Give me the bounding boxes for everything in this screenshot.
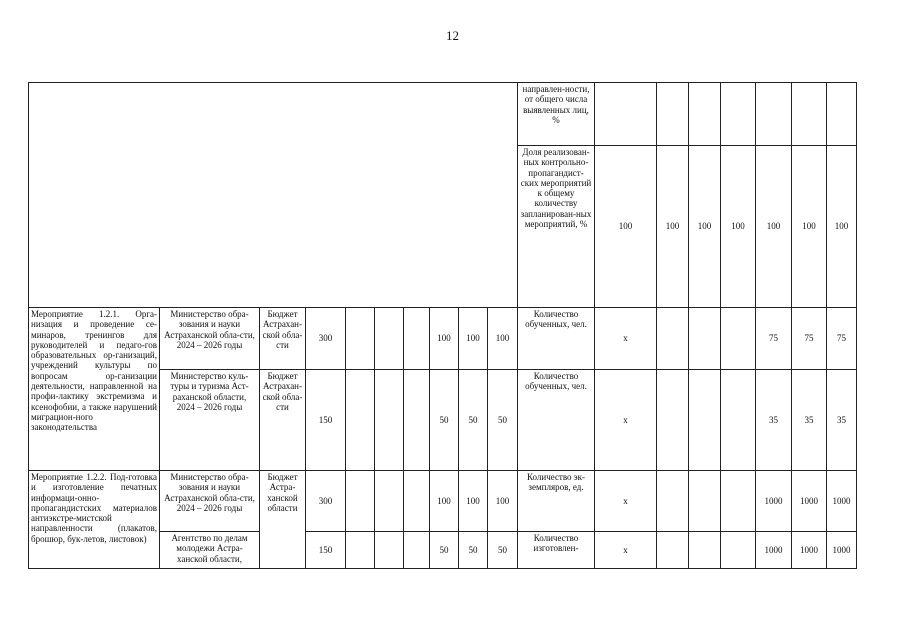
target-cell bbox=[689, 532, 721, 569]
funding-year-cell: 50 bbox=[488, 370, 518, 471]
target-cell: 35 bbox=[827, 370, 857, 471]
blank-cell bbox=[29, 83, 518, 308]
executor-period: 2024 – 2026 годы bbox=[176, 339, 243, 350]
funding-year-cell bbox=[404, 370, 430, 471]
target-cell: 100 bbox=[792, 146, 827, 308]
indicator-cell: Количество обученных, чел. bbox=[518, 308, 595, 370]
target-cell: 1000 bbox=[792, 532, 827, 569]
target-cell: 100 bbox=[657, 146, 689, 308]
base-value-cell: 100 bbox=[595, 146, 657, 308]
executor-period: 2024 – 2026 годы bbox=[176, 401, 243, 412]
base-value-cell: x bbox=[595, 308, 657, 370]
funding-year-cell bbox=[346, 308, 375, 370]
funding-year-cell: 100 bbox=[488, 471, 518, 532]
target-cell bbox=[792, 83, 827, 146]
target-cell bbox=[657, 471, 689, 532]
funding-source-cell: Бюджет Астрахан-ской обла-сти bbox=[260, 308, 306, 370]
executor-cell: Агентство по делам молодежи Астра-ханской области, bbox=[160, 532, 260, 569]
funding-year-cell bbox=[346, 532, 375, 569]
target-cell: 1000 bbox=[756, 471, 792, 532]
base-value-cell: x bbox=[595, 370, 657, 471]
funding-year-cell bbox=[404, 471, 430, 532]
funding-year-cell: 50 bbox=[430, 370, 459, 471]
funding-year-cell: 100 bbox=[430, 471, 459, 532]
funding-source-cell: Бюджет Астрахан-ской обла-сти bbox=[260, 370, 306, 471]
activity-title-cell: Мероприятие 1.2.2. Под-готовка и изготовление печатных информаци-онно-пропагандистских материалов антиэкстре-мистской направленности (плакатов, брошюр, бук-летов, листовок) bbox=[29, 471, 160, 569]
funding-year-cell bbox=[375, 532, 404, 569]
funding-year-cell bbox=[404, 308, 430, 370]
activity-1-row-1 bbox=[29, 308, 857, 370]
header-row-1 bbox=[29, 83, 857, 146]
target-cell bbox=[657, 83, 689, 146]
target-cell: 1000 bbox=[756, 532, 792, 569]
target-cell bbox=[689, 471, 721, 532]
base-value-cell: x bbox=[595, 532, 657, 569]
funding-year-cell: 100 bbox=[430, 308, 459, 370]
funding-year-cell: 50 bbox=[459, 532, 488, 569]
funding-year-cell: 50 bbox=[459, 370, 488, 471]
target-cell bbox=[756, 83, 792, 146]
target-cell: 75 bbox=[827, 308, 857, 370]
indicator-cell: Количество обученных, чел. bbox=[518, 370, 595, 471]
target-cell bbox=[689, 308, 721, 370]
funding-year-cell bbox=[404, 532, 430, 569]
target-cell: 35 bbox=[792, 370, 827, 471]
executor-period: 2024 – 2026 годы bbox=[176, 502, 243, 513]
executor-cell bbox=[160, 471, 260, 532]
indicator-cell: Количество изготовлен- bbox=[518, 532, 595, 569]
base-value-cell: x bbox=[595, 471, 657, 532]
target-cell: 100 bbox=[721, 146, 756, 308]
executor-name: Министерство обра-зования и науки Астраханской обла-сти, bbox=[164, 309, 255, 340]
target-cell: 100 bbox=[689, 146, 721, 308]
funding-total-cell: 150 bbox=[306, 370, 346, 471]
executor-name: Министерство куль-туры и туризма Аст-раханской области, bbox=[170, 371, 249, 402]
target-cell bbox=[827, 83, 857, 146]
base-value-cell bbox=[595, 83, 657, 146]
funding-total-cell: 150 bbox=[306, 532, 346, 569]
target-cell: 75 bbox=[756, 308, 792, 370]
indicator-cell: Количество эк-земпляров, ед. bbox=[518, 471, 595, 532]
target-cell: 1000 bbox=[827, 471, 857, 532]
target-cell: 75 bbox=[792, 308, 827, 370]
target-cell bbox=[721, 83, 756, 146]
funding-year-cell: 100 bbox=[488, 308, 518, 370]
target-cell bbox=[689, 83, 721, 146]
funding-year-cell: 100 bbox=[459, 471, 488, 532]
indicator-cell: Доля реализован-ных контрольно-пропагандист-ских мероприятий к общему количеству запланирован-ных мероприятий, % bbox=[518, 146, 595, 308]
funding-year-cell: 50 bbox=[430, 532, 459, 569]
funding-year-cell bbox=[375, 471, 404, 532]
funding-year-cell bbox=[375, 308, 404, 370]
activity-2-row-1 bbox=[29, 471, 857, 532]
executor-cell bbox=[160, 308, 260, 370]
funding-year-cell bbox=[375, 370, 404, 471]
executor-name: Министерство обра-зования и науки Астраханской обла-сти, bbox=[164, 472, 255, 503]
target-cell bbox=[657, 532, 689, 569]
funding-year-cell bbox=[346, 471, 375, 532]
page-number: 12 bbox=[446, 28, 459, 43]
funding-total-cell: 300 bbox=[306, 308, 346, 370]
target-cell bbox=[721, 308, 756, 370]
target-cell bbox=[689, 370, 721, 471]
target-cell: 100 bbox=[827, 146, 857, 308]
target-cell bbox=[721, 532, 756, 569]
executor-cell bbox=[160, 370, 260, 471]
target-cell: 35 bbox=[756, 370, 792, 471]
funding-year-cell: 100 bbox=[459, 308, 488, 370]
funding-source-cell: Бюджет Астра-ханской области bbox=[260, 471, 306, 569]
activity-title-cell: Мероприятие 1.2.1. Орга-низация и проведение се-минаров, тренингов для руководителей и педаго-гов образовательных ор-ганизаций, учреждений культуры по вопросам ор-ганизации деятельности, направленной на профи-лактику экстремизма и ксенофобии, а также нарушений миграцион-ного законодательства bbox=[29, 308, 160, 471]
target-cell bbox=[721, 471, 756, 532]
funding-year-cell: 50 bbox=[488, 532, 518, 569]
target-cell: 100 bbox=[756, 146, 792, 308]
target-cell: 1000 bbox=[792, 471, 827, 532]
program-table bbox=[28, 82, 857, 569]
indicator-cell: направлен-ности, от общего числа выявленных лиц, % bbox=[518, 83, 595, 146]
funding-total-cell: 300 bbox=[306, 471, 346, 532]
target-cell: 1000 bbox=[827, 532, 857, 569]
target-cell bbox=[721, 370, 756, 471]
funding-year-cell bbox=[346, 370, 375, 471]
target-cell bbox=[657, 308, 689, 370]
target-cell bbox=[657, 370, 689, 471]
